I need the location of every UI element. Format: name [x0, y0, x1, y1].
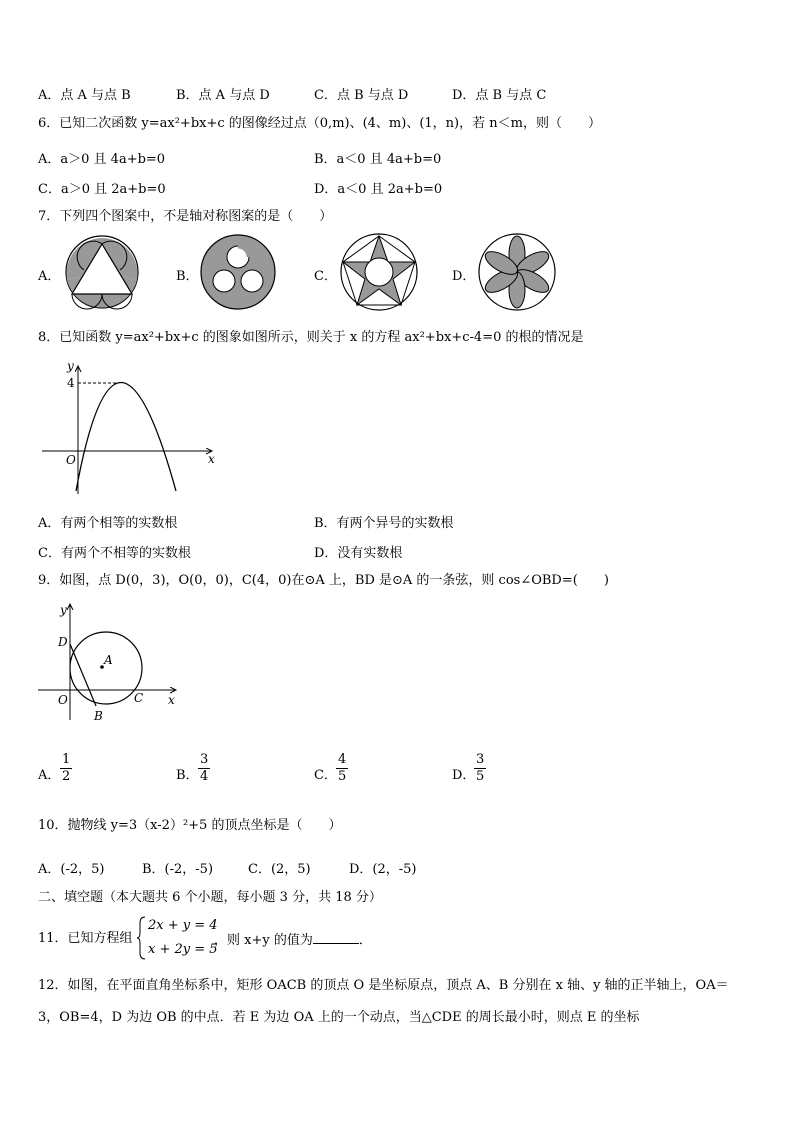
q7-label-b: B．: [176, 269, 199, 284]
q10-option-a: A．(-2，5): [38, 862, 105, 877]
q8-parabola-graph: [36, 356, 222, 498]
q9-a-label: A: [104, 653, 113, 667]
q10-option-d: D．(2，-5): [349, 862, 417, 877]
q7-stem: 7．下列四个图案中，不是轴对称图案的是（ ）: [38, 209, 333, 224]
q7-figure-c: [338, 232, 420, 312]
q10-stem: 10．抛物线 y=3（x-2）²+5 的顶点坐标是（ ）: [38, 818, 342, 833]
q11-equation-1: 2x + y = 4: [148, 918, 218, 933]
q11-suffix: ，则 x+y 的值为 ．: [214, 933, 372, 948]
q11-prefix: 11．已知方程组: [38, 931, 133, 946]
q6-stem: 6．已知二次函数 y=ax²+bx+c 的图像经过点（0,m)、(4、m)、(1，n)，若 n＜m，则（ ）: [38, 116, 601, 131]
q10-option-c: C．(2，5): [248, 862, 311, 877]
q8-option-d: D．没有实数根: [314, 546, 403, 561]
q6-option-c: C．a＞0 且 2a+b=0: [38, 182, 166, 197]
q5-option-a: A．点 A 与点 B: [38, 88, 131, 103]
q11-answer-blank[interactable]: [313, 931, 359, 944]
q8-parabola: [76, 383, 176, 492]
q9-option-b-fraction: $\frac{3}{4}$: [200, 752, 209, 784]
q8-option-b: B．有两个异号的实数根: [314, 516, 454, 531]
q9-x-label: x: [168, 693, 175, 707]
section-heading: 二、填空题（本大题共 6 个小题，每小题 3 分，共 18 分）: [38, 890, 382, 905]
q9-option-d-label: D．: [452, 768, 476, 783]
q8-x-label: x: [208, 452, 215, 466]
q5-option-d: D．点 B 与点 C: [452, 88, 547, 103]
q9-option-b-label: B．: [176, 768, 199, 783]
q9-stem: 9．如图，点 D(0，3)，O(0，0)，C(4，0)在⊙A 上，BD 是⊙A 的一条弦，则 cos∠OBD=( ): [38, 573, 609, 588]
q9-option-d-fraction: $\frac{3}{5}$: [476, 752, 485, 784]
q9-b-label: B: [94, 709, 103, 723]
q10-option-b: B．(-2，-5): [142, 862, 214, 877]
q12-line-1: 12．如图，在平面直角坐标系中，矩形 OACB 的顶点 O 是坐标原点，顶点 A、B 分别在 x 轴、y 轴的正半轴上，OA＝: [38, 978, 729, 993]
q9-option-a-fraction: $\frac{1}{2}$: [62, 752, 71, 784]
q8-option-a: A．有两个相等的实数根: [38, 516, 178, 531]
q9-c-label: C: [134, 691, 144, 705]
q9-y-label: y: [60, 603, 67, 617]
q8-origin-label: O: [66, 453, 76, 467]
q7-figure-b: [198, 233, 278, 311]
q9-option-c-fraction: $\frac{4}{5}$: [338, 752, 347, 784]
q6-option-a: A．a＞0 且 4a+b=0: [38, 152, 166, 167]
q7-label-d: D．: [452, 269, 476, 284]
q8-option-c: C．有两个不相等的实数根: [38, 546, 191, 561]
q6-option-b: B．a＜0 且 4a+b=0: [314, 152, 442, 167]
q9-option-a-label: A．: [38, 768, 61, 783]
q11-brace: [136, 915, 146, 961]
q7-label-a: A．: [38, 269, 61, 284]
q7-label-c: C．: [314, 269, 337, 284]
q5-option-b: B．点 A 与点 D: [176, 88, 270, 103]
q8-peak-label: 4: [67, 376, 75, 390]
q7-figure-a: [62, 234, 142, 310]
q8-y-label: y: [67, 359, 74, 373]
q9-d-label: D: [58, 635, 68, 649]
q6-option-d: D．a＜0 且 2a+b=0: [314, 182, 443, 197]
q5-option-c: C．点 B 与点 D: [314, 88, 409, 103]
q8-stem: 8．已知函数 y=ax²+bx+c 的图象如图所示，则关于 x 的方程 ax²+bx+c-4=0 的根的情况是: [38, 330, 584, 345]
q9-option-c-label: C．: [314, 768, 337, 783]
q9-circle-figure: [36, 598, 186, 724]
q9-o-label: O: [58, 693, 68, 707]
q11-equation-2: x + 2y = 5: [148, 942, 218, 957]
q7-figure-d: [476, 232, 558, 312]
q12-line-2: 3，OB=4，D 为边 OB 的中点．若 E 为边 OA 上的一个动点，当△CDE 的周长最小时，则点 E 的坐标: [38, 1010, 640, 1025]
